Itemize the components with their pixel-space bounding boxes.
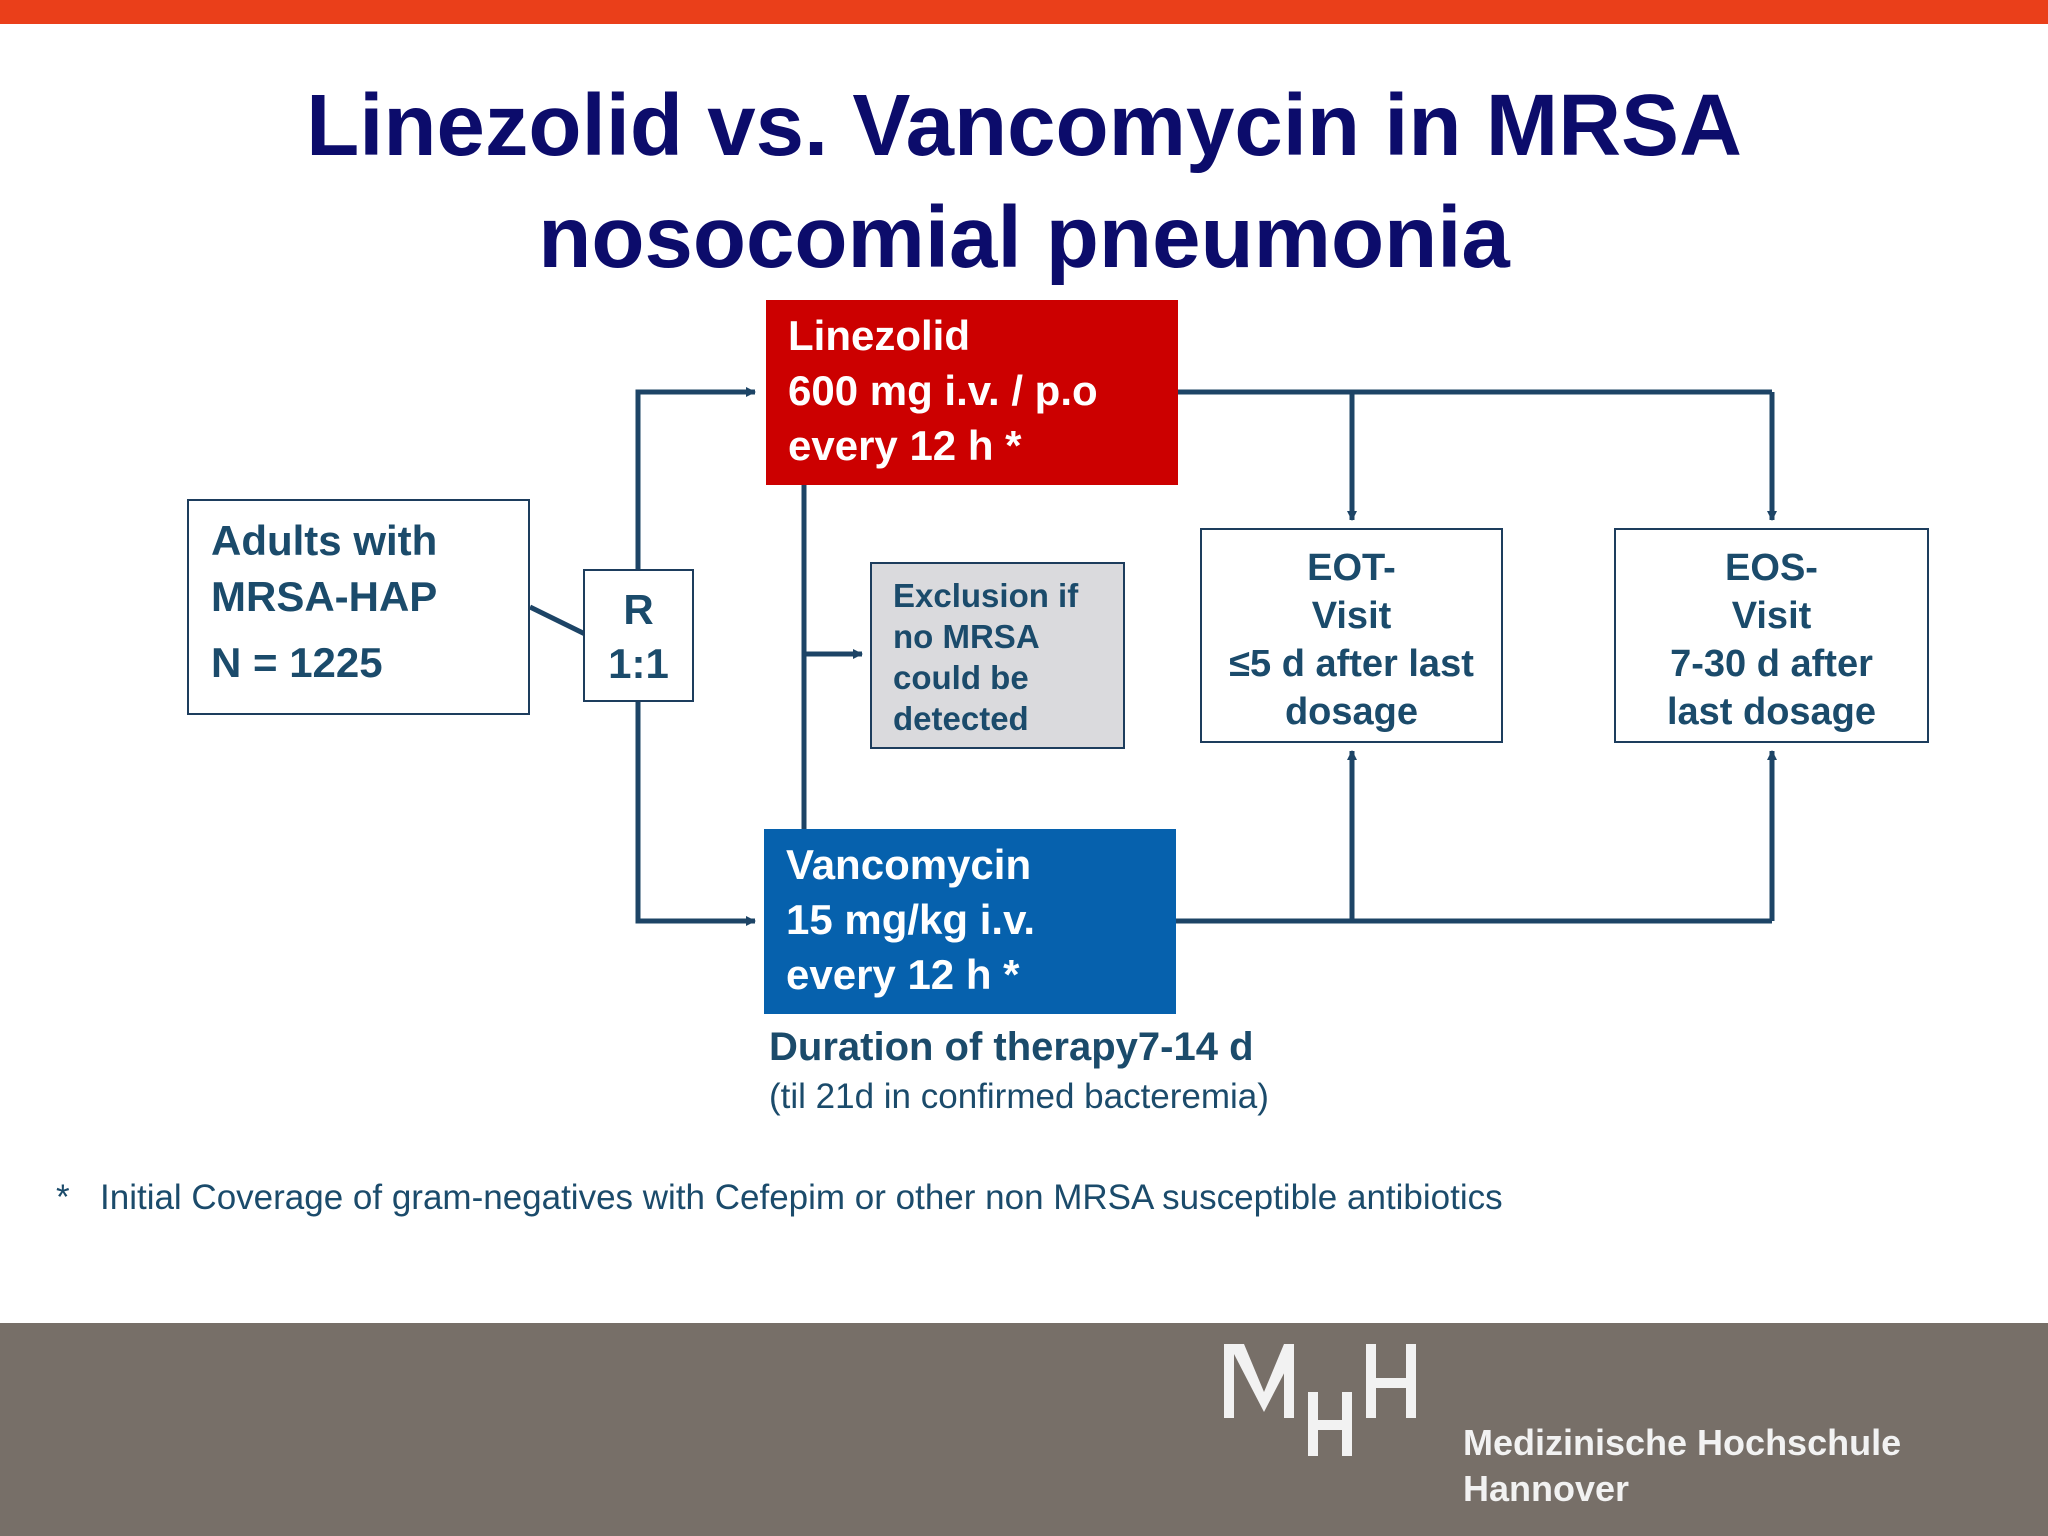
eos-line-4: last dosage [1666, 691, 1877, 733]
population-line-2: MRSA-HAP [211, 573, 438, 620]
mhh-logo-icon [1220, 1340, 1440, 1460]
vancomycin-name: Vancomycin [786, 841, 1032, 888]
duration-of-therapy: Duration of therapy7-14 d [769, 1025, 1254, 1069]
institution-name [1463, 1420, 1901, 1512]
vancomycin-arm-box [764, 829, 1176, 1014]
population-box [187, 499, 530, 715]
slide-title-line-1: Linezolid vs. Vancomycin in MRSA [306, 77, 1742, 174]
eot-line-4: dosage [1284, 691, 1419, 733]
eos-visit-box [1614, 528, 1929, 743]
footnote-marker: * [56, 1178, 70, 1217]
eos-line-3: 7-30 d after [1670, 643, 1873, 685]
exclusion-line-2: no MRSA [893, 618, 1040, 655]
eot-line-2: Visit [1311, 595, 1392, 637]
eot-line-1: EOT- [1307, 547, 1396, 589]
institution-name-line-2: Hannover [1463, 1468, 1630, 1509]
randomization-box [583, 569, 694, 702]
eos-line-1: EOS- [1725, 547, 1818, 589]
linezolid-dose: 600 mg i.v. / p.o [788, 367, 1098, 414]
exclusion-line-4: detected [893, 700, 1029, 737]
linezolid-name: Linezolid [788, 312, 970, 359]
randomization-ratio: 1:1 [608, 640, 669, 687]
linezolid-arm-box [766, 300, 1178, 485]
duration-note: (til 21d in confirmed bacteremia) [769, 1077, 1269, 1116]
footnote-text: Initial Coverage of gram-negatives with Cefepim or other non MRSA susceptible antibiotics [100, 1178, 1503, 1217]
arrow-randomization-to-vancomycin [638, 702, 755, 921]
population-line-1: Adults with [211, 517, 438, 564]
connector-population-to-randomization [530, 607, 585, 634]
exclusion-line-1: Exclusion if [893, 577, 1079, 614]
eot-visit-box [1200, 528, 1503, 743]
exclusion-box [870, 562, 1125, 749]
arrow-randomization-to-linezolid [638, 392, 755, 569]
randomization-label: R [623, 586, 654, 633]
eos-line-2: Visit [1731, 595, 1812, 637]
vancomycin-dose: 15 mg/kg i.v. [786, 896, 1035, 943]
institution-name-line-1: Medizinische Hochschule [1463, 1422, 1902, 1463]
linezolid-frequency: every 12 h * [788, 422, 1022, 469]
footnote [56, 1173, 1503, 1223]
slide-title-line-2: nosocomial pneumonia [538, 189, 1510, 286]
eot-line-3: ≤5 d after last [1229, 643, 1474, 685]
exclusion-line-3: could be [893, 659, 1029, 696]
population-count: N = 1225 [211, 639, 383, 686]
vancomycin-frequency: every 12 h * [786, 951, 1020, 998]
